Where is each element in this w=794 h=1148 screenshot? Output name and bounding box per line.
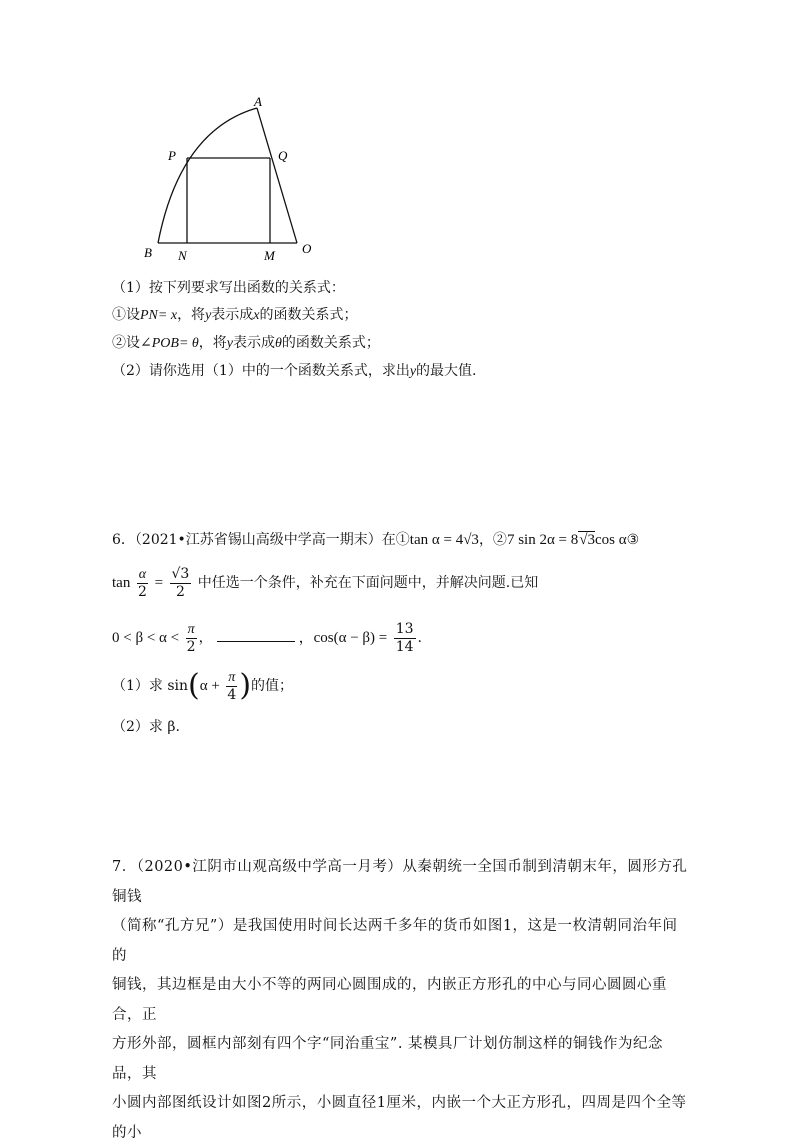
q5-part2-y: y [409, 364, 417, 379]
answer-blank[interactable] [217, 627, 295, 642]
q6-frac-sqrt3-2 [170, 566, 192, 601]
q5-sub2-y: y [226, 336, 233, 351]
q5-part2-suffix: 的最大值. [416, 363, 477, 379]
q5-sub2-theta: θ [275, 336, 282, 351]
q6-p1-inner: α + [199, 678, 220, 694]
q6-p1-pi-den: 4 [227, 686, 237, 703]
q6-cond1: tan α = 4√3 [409, 532, 479, 548]
q5-sub1-suffix: 的函数关系式； [259, 307, 358, 323]
q5-part2 [112, 361, 477, 382]
q6-frac-alpha-2 [137, 566, 148, 601]
q6-period: . [417, 630, 422, 646]
q6-p1-pi-num: π [228, 669, 236, 685]
q5-sub2-mid2: 表示成 [233, 335, 275, 351]
q5-sub2-suffix: 的函数关系式； [281, 335, 380, 351]
q6-frac1-den: 2 [138, 583, 147, 600]
q6-tan: tan [112, 575, 131, 591]
q6-frac-pi-4 [226, 669, 237, 704]
q6-part2: （2）求 β. [112, 719, 180, 735]
q6-c-den: 14 [395, 638, 414, 655]
q6-sep3: ③ [626, 532, 640, 548]
q6-cos: ，cos(α − β) = [298, 630, 388, 646]
q6-frac2-num: √3 [171, 565, 190, 582]
line-ao [257, 108, 297, 243]
q5-sub1-eq: = x [157, 308, 178, 323]
q6-ineq: 0 < β < α < [112, 630, 180, 646]
q5-sub1-var: PN [140, 308, 158, 323]
label-a: A [254, 94, 262, 109]
q6-pi-den: 2 [186, 638, 196, 655]
label-q: Q [278, 148, 288, 163]
q5-sub1 [112, 305, 358, 326]
q6-line2-text: 中任选一个条件，补充在下面问题中，并解决问题.已知 [197, 575, 539, 591]
q5-part2-prefix: （2）请你选用（1）中的一个函数关系式，求出 [112, 363, 410, 379]
q5-sub2 [112, 333, 380, 354]
label-n: N [178, 248, 187, 263]
q6-line2: tan $\frac{\alpha}{2}$ = $\frac{√3}{2}$ 中任选一个条件，补充在下面问题中，并解决问题.已知 [112, 565, 539, 600]
q6-header [112, 530, 639, 550]
q6-c-num: 13 [395, 620, 414, 637]
q5-part1: （1）按下列要求写出函数的关系式： [112, 280, 345, 296]
q6-frac2-den: 2 [175, 583, 185, 600]
q6-frac1-num: α [138, 566, 147, 582]
q6-p1-prefix: （1）求 sin [112, 678, 189, 694]
q5-sub2-eq: = θ [178, 336, 199, 351]
q6-frac-pi-2 [186, 621, 197, 656]
q6-cond2a: 7 sin 2α = 8 [506, 532, 579, 548]
q7-text [112, 853, 692, 1148]
q7-line1: 7．（2020•江阴市山观高级中学高一月考）从秦朝统一全国币制到清朝末年，圆形方孔铜钱 [112, 859, 688, 905]
label-p: P [168, 148, 176, 163]
q6-sep2: ，② [478, 532, 507, 548]
q5-sub1-mid2: 表示成 [211, 307, 254, 323]
sector-figure [130, 90, 330, 270]
q5-sub2-prefix: ②设∠ [112, 335, 152, 351]
q7-line2: （简称“孔方兄”）是我国使用时间长达两千多年的货币如图1，这是一枚清朝同治年间的 [112, 918, 678, 964]
q6-comma: ， [198, 630, 213, 646]
q5-sub2-angle: POB [151, 336, 179, 351]
q6-frac-13-14 [394, 621, 416, 656]
label-b: B [144, 245, 152, 260]
q6-cond2c: cos α [595, 532, 627, 548]
q6-part1: （1）求 sin(α + $\frac{\pi}{4}$ )的值； [112, 668, 294, 703]
q5-sub1-x: x [253, 308, 260, 323]
q6-pi-num: π [187, 621, 195, 637]
q6-cond2b: √3 [579, 532, 595, 548]
q5-sub1-mid: ，将 [177, 307, 206, 323]
q7-line5: 小圆内部图纸设计如图2所示，小圆直径1厘米，内嵌一个大正方形孔，四周是四个全等的小 [112, 1095, 687, 1141]
q6-line3 [112, 620, 422, 656]
label-m: M [264, 248, 275, 263]
q5-sub2-mid: ，将 [198, 335, 227, 351]
q6-header-text: 6．（2021•江苏省锡山高级中学高一期末）在① [112, 532, 410, 548]
q5-sub1-y: y [205, 308, 212, 323]
q7-line3: 铜钱，其边框是由大小不等的两同心圆围成的，内嵌正方形孔的中心与同心圆圆心重合，正 [112, 977, 667, 1023]
q5-sub1-prefix: ①设 [112, 307, 140, 323]
q7-line4: 方形外部，圆框内部刻有四个字“同治重宝”. 某模具厂计划仿制这样的铜钱作为纪念品，其 [112, 1036, 664, 1082]
label-o: O [302, 241, 312, 256]
q6-p1-suffix: 的值； [251, 678, 294, 694]
arc-ab [158, 108, 257, 243]
